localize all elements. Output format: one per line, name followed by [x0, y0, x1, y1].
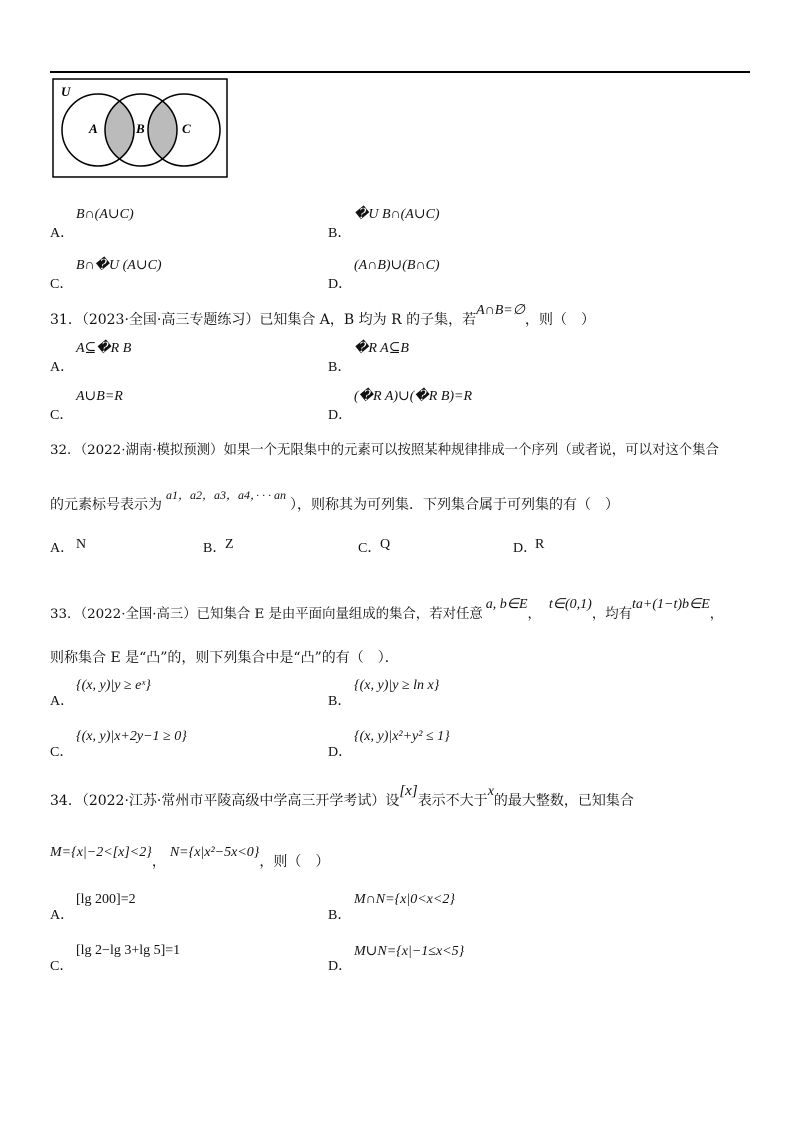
option-math: {(x, y)|x²+y² ≤ 1}: [354, 729, 450, 744]
option-math: A∪B=R: [76, 389, 123, 404]
option-math: B∩�U (A∪C): [76, 258, 162, 273]
stem-text: 34．（2022·江苏·常州市平陵高级中学高三开学考试）设: [50, 793, 400, 809]
option-math: {(x, y)|x+2y−1 ≥ 0}: [76, 729, 187, 744]
q32-stem-line1: 32．（2022·湖南·模拟预测）如果一个无限集中的元素可以按照某种规律排成一个序列（或者说，可以对这个集合: [50, 443, 719, 458]
option-label: B．: [328, 360, 352, 375]
option-label: B．: [328, 908, 352, 923]
option-math: B∩(A∪C): [76, 207, 134, 222]
stem-text: 的最大整数，已知集合: [493, 793, 634, 809]
option-label: D．: [328, 408, 353, 423]
option-math: [lg 200]=2: [76, 892, 136, 907]
stem-math: M={x|−2<[x]<2}: [50, 845, 152, 860]
option-label: B．: [328, 694, 352, 709]
stem-text: 的元素标号表示为: [50, 497, 162, 513]
stem-text: ，则（ ）: [259, 854, 330, 870]
option-label: A．: [50, 908, 75, 923]
option-math: M∩N={x|0<x<2}: [354, 892, 455, 907]
stem-math: N={x|x²−5x<0}: [169, 845, 260, 860]
stem-math: t∈(0,1): [548, 597, 592, 612]
q33-stem-line1: 33．（2022·全国·高三）已知集合 E 是由平面向量组成的集合，若对任意a, b∈E，t∈(0,1)，均有ta+(1−t)b∈E，: [50, 597, 724, 622]
option-math: [lg 2−lg 3+lg 5]=1: [76, 943, 181, 958]
option-label: D．: [328, 745, 353, 760]
option-label: D．: [328, 277, 353, 292]
option-math: A⊆�R B: [76, 341, 132, 356]
option-value: Q: [380, 537, 391, 552]
stem-text: ，则（ ）: [524, 312, 595, 328]
q31-stem: [50, 303, 595, 331]
option-label: C．: [50, 408, 74, 423]
a-label: A: [89, 121, 98, 136]
option-label: A．: [50, 360, 75, 375]
option-math: (�R A)∪(�R B)=R: [354, 389, 473, 404]
stem-math: x: [487, 784, 494, 799]
option-label: A．: [50, 694, 75, 709]
q33-stem-line2: 则称集合 E 是“凸”的，则下列集合中是“凸”的有（ ）．: [50, 650, 399, 666]
stem-text: 33．（2022·全国·高三）已知集合 E 是由平面向量组成的集合，若对任意: [50, 607, 483, 622]
option-label: D．: [328, 959, 353, 974]
option-value: N: [76, 537, 87, 552]
stem-math: a, b∈E: [485, 597, 528, 612]
option-label: D．: [513, 541, 538, 556]
option-math: {(x, y)|y ≥ eˣ}: [76, 678, 151, 693]
option-label: C．: [50, 277, 74, 292]
q34-stem-line1: [50, 783, 634, 812]
option-math: �R A⊆B: [354, 341, 409, 356]
option-label: C．: [50, 745, 74, 760]
q34-stem-line2: M={x|−2<[x]<2}，N={x|x²−5x<0}，则（ ）: [50, 845, 330, 870]
option-math: �U B∩(A∪C): [354, 207, 440, 222]
stem-text: 表示不大于: [417, 793, 488, 809]
stem-math: A∩B=∅: [476, 303, 525, 318]
option-label: B．: [203, 541, 227, 556]
u-label: U: [61, 84, 71, 99]
stem-text: 31．（2023·全国·高三专题练习）已知集合 A，B 均为 R 的子集，若: [50, 312, 477, 328]
option-label: C．: [358, 541, 382, 556]
header-rule: [50, 71, 750, 73]
stem-math: [x]: [399, 783, 418, 799]
option-label: A．: [50, 541, 75, 556]
c-label: C: [182, 121, 191, 136]
stem-text: ），则称其为可列集．下列集合属于可列集的有（ ）: [290, 497, 620, 513]
q32-stem-line2: [50, 488, 620, 515]
stem-math: a1，a2，a3，a4，· · · an: [166, 488, 287, 502]
venn-diagram: [52, 78, 228, 178]
option-label: C．: [50, 959, 74, 974]
option-math: M∪N={x|−1≤x<5}: [354, 944, 465, 959]
option-math: {(x, y)|y ≥ ln x}: [354, 678, 440, 693]
b-label: B: [136, 121, 145, 136]
option-label: B．: [328, 226, 352, 241]
stem-text: ，均有: [591, 607, 632, 622]
option-value: Z: [225, 537, 234, 552]
option-label: A．: [50, 226, 75, 241]
option-value: R: [535, 537, 545, 552]
stem-math: ta+(1−t)b∈E: [632, 597, 710, 612]
option-math: (A∩B)∪(B∩C): [354, 258, 440, 273]
